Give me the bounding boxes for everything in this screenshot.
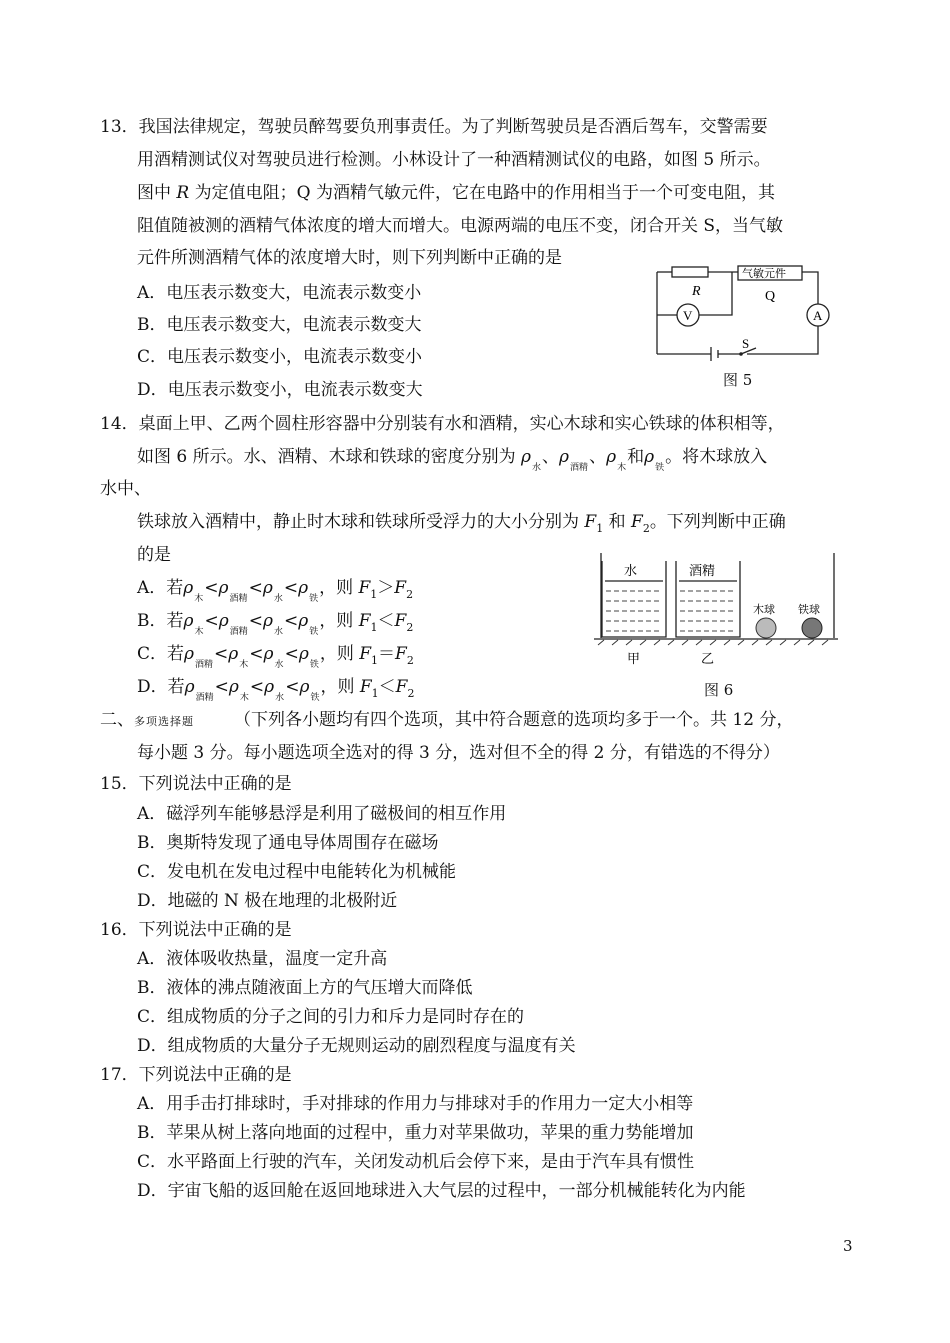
- q15-stem: 15．下列说法中正确的是: [100, 774, 292, 794]
- label-water: 水: [624, 564, 638, 579]
- label-iron-ball: 铁球: [798, 603, 820, 616]
- page-number: 3: [843, 1237, 853, 1255]
- q17-option-d: D．宇宙飞船的返回舱在返回地球进入大气层的过程中，一部分机械能转化为内能: [137, 1181, 746, 1201]
- q14-line-4: 铁球放入酒精中，静止时木球和铁球所受浮力的大小分别为 $F_1$ 和 $F_2$。下列判断中正确: [137, 512, 786, 535]
- q17-stem: 17．下列说法中正确的是: [100, 1065, 292, 1085]
- label-jia: 甲: [627, 652, 641, 667]
- figure-6-caption: 图 6: [704, 681, 734, 699]
- label-r: R: [692, 284, 701, 299]
- q13-line-5: 元件所测酒精气体的浓度增大时，则下列判断中正确的是: [137, 248, 562, 268]
- q14-line-2: 如图 6 所示。水、酒精、木球和铁球的密度分别为 $\rho_水$、$\rho_{酒精}$、$\rho_木$和$\rho_铁$。将木球放入: [137, 447, 768, 473]
- q15-option-d: D．地磁的 N 极在地理的北极附近: [137, 891, 398, 911]
- q16-option-c: C．组成物质的分子之间的引力和斥力是同时存在的: [137, 1007, 525, 1027]
- voltmeter-label: V: [683, 308, 693, 323]
- q14-line-3: 水中、: [100, 479, 151, 499]
- label-sensor: 气敏元件: [742, 267, 786, 280]
- q14-line-5: 的是: [137, 545, 171, 565]
- q14-line-1: 14．桌面上甲、乙两个圆柱形容器中分别装有水和酒精，实心木球和实心铁球的体积相等，: [100, 414, 785, 434]
- figure-6-containers: [590, 553, 840, 668]
- q13-option-c: C．电压表示数变小，电流表示数变小: [137, 347, 423, 367]
- section-2-line-2: 每小题 3 分。每小题选项全选对的得 3 分，选对但不全的得 2 分，有错选的不得分）: [137, 743, 780, 763]
- q16-stem: 16．下列说法中正确的是: [100, 920, 292, 940]
- q13-line-1: 13．我国法律规定，驾驶员醉驾要负刑事责任。为了判断驾驶员是否酒后驾车，交警需要: [100, 117, 768, 137]
- q14-option-b: B．若$\rho_木<\rho_{酒精}<\rho_水<\rho_铁$，则 $F_1<F_2$: [137, 611, 414, 637]
- q13-option-b: B．电压表示数变大，电流表示数变大: [137, 315, 422, 335]
- label-wood-ball: 木球: [753, 603, 775, 616]
- q15-option-b: B．奥斯特发现了通电导体周围存在磁场: [137, 833, 439, 853]
- wood-ball: [756, 618, 776, 638]
- figure-5-caption: 图 5: [723, 371, 753, 389]
- q13-line-2: 用酒精测试仪对驾驶员进行检测。小林设计了一种酒精测试仪的电路，如图 5 所示。: [137, 150, 771, 170]
- q17-option-a: A．用手击打排球时，手对排球的作用力与排球对手的作用力一定大小相等: [137, 1094, 694, 1114]
- q17-option-b: B．苹果从树上落向地面的过程中，重力对苹果做功，苹果的重力势能增加: [137, 1123, 694, 1143]
- q14-option-a: A．若$\rho_木<\rho_{酒精}<\rho_水<\rho_铁$，则 $F_1>F_2$: [137, 578, 414, 604]
- iron-ball: [802, 618, 822, 638]
- label-alcohol: 酒精: [689, 564, 716, 579]
- label-yi: 乙: [701, 652, 715, 667]
- q14-option-c: C．若$\rho_{酒精}<\rho_木<\rho_水<\rho_铁$，则 $F_1=F_2$: [137, 644, 414, 670]
- figure-5-circuit: [650, 262, 835, 362]
- q15-option-a: A．磁浮列车能够悬浮是利用了磁极间的相互作用: [137, 804, 507, 824]
- q16-option-d: D．组成物质的大量分子无规则运动的剧烈程度与温度有关: [137, 1036, 576, 1056]
- q17-option-c: C．水平路面上行驶的汽车，关闭发动机后会停下来，是由于汽车具有惯性: [137, 1152, 695, 1172]
- q13-line-3: 图中 R 为定值电阻；Q 为酒精气敏元件，它在电路中的作用相当于一个可变电阻，其: [137, 183, 775, 203]
- ammeter-label: A: [813, 308, 823, 323]
- q13-line-4: 阻值随被测的酒精气体浓度的增大而增大。电源两端的电压不变，闭合开关 S，当气敏: [137, 216, 784, 236]
- q16-option-b: B．液体的沸点随液面上方的气压增大而降低: [137, 978, 473, 998]
- section-2-line-1: 二、多项选择题 （下列各小题均有四个选项，其中符合题意的选项均多于一个。共 12 分，: [100, 710, 794, 730]
- q14-option-d: D．若$\rho_{酒精}<\rho_木<\rho_水<\rho_铁$，则 $F_1<F_2$: [137, 677, 415, 703]
- q15-option-c: C．发电机在发电过程中电能转化为机械能: [137, 862, 457, 882]
- label-q: Q: [765, 289, 776, 304]
- switch-label: S: [742, 336, 750, 351]
- q13-option-a: A．电压表示数变大，电流表示数变小: [137, 283, 422, 303]
- q16-option-a: A．液体吸收热量，温度一定升高: [137, 949, 388, 969]
- q13-option-d: D．电压表示数变小，电流表示数变大: [137, 380, 423, 400]
